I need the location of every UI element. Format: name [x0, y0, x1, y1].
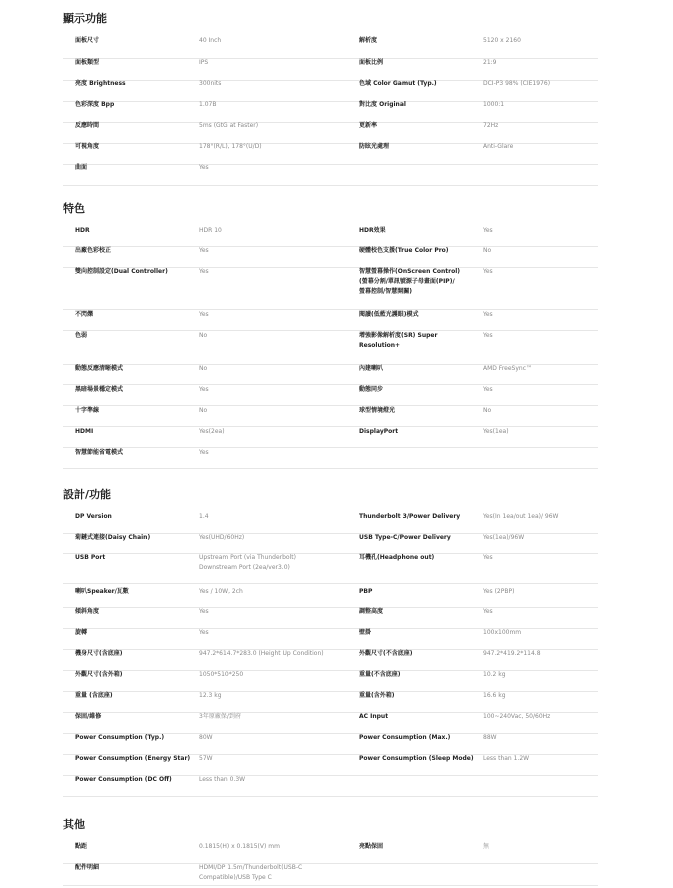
spec-label: 傾斜角度 [75, 608, 100, 615]
spec-value: Yes [199, 268, 209, 275]
spec-label: 面板尺寸 [75, 37, 100, 44]
spec-value: Upstream Port (via Thunderbolt) Downstream Port (2ea/ver3.0) [199, 554, 296, 571]
spec-row [63, 385, 598, 406]
spec-label: 智慧節能省電模式 [75, 449, 124, 456]
spec-value: 0.1815(H) x 0.1815(V) mm [199, 843, 280, 850]
spec-label: PBP [359, 588, 373, 595]
spec-row [63, 331, 598, 365]
spec-row [63, 863, 598, 886]
spec-label: 增強影像解析度(SR) Super Resolution+ [359, 332, 438, 349]
spec-value: Yes [199, 449, 209, 456]
spec-row [63, 246, 598, 268]
spec-label: DP Version [75, 513, 112, 520]
spec-value: Yes(1ea) [483, 428, 509, 435]
spec-label: Power Consumption (Max.) [359, 734, 451, 741]
spec-value: 5120 x 2160 [483, 37, 521, 44]
spec-value: Yes(UHD/60Hz) [199, 534, 245, 541]
spec-label: USB Type-C/Power Delivery [359, 534, 451, 541]
spec-label: 智慧螢幕操作(OnScreen Control) (螢幕分割/單訊號源子母畫面(PIP)/ 螢幕控制/智慧開關) [359, 268, 460, 295]
spec-label: 重量(不含底座) [359, 671, 401, 678]
spec-label: 調整高度 [359, 608, 384, 615]
spec-label: 重量(含外箱) [359, 692, 395, 699]
spec-value: 300nits [199, 80, 222, 87]
spec-label: 色彩深度 Bpp [75, 101, 115, 108]
spec-label: Power Consumption (Energy Star) [75, 755, 191, 762]
spec-label: Thunderbolt 3/Power Delivery [359, 513, 461, 520]
spec-label: HDR [75, 227, 90, 234]
spec-value: DCI-P3 98% (CIE1976) [483, 80, 551, 87]
spec-row [63, 691, 598, 713]
spec-label: 對比度 Original [359, 101, 406, 108]
spec-row [63, 226, 598, 247]
spec-row [63, 670, 598, 692]
spec-label: 外觀尺寸(含外箱) [75, 671, 123, 678]
spec-label: 可視角度 [75, 143, 100, 150]
spec-label: Power Consumption (Typ.) [75, 734, 165, 741]
spec-label: 面板類型 [75, 59, 100, 66]
spec-value: Yes / 10W, 2ch [199, 588, 243, 595]
spec-row [63, 607, 598, 629]
spec-label: 十字準線 [75, 407, 100, 414]
spec-label: 面板比例 [359, 59, 384, 66]
spec-value: Yes [199, 608, 209, 615]
spec-label: 外觀尺寸(不含底座) [359, 650, 413, 657]
section-title: 其他 [63, 818, 85, 831]
spec-row [63, 712, 598, 734]
spec-label: Power Consumption (Sleep Mode) [359, 755, 474, 762]
spec-value: No [199, 407, 208, 414]
spec-value: HDR 10 [199, 227, 222, 234]
spec-value: 72Hz [483, 122, 499, 129]
spec-value: Less than 1.2W [483, 755, 530, 762]
spec-row [63, 512, 598, 534]
spec-label: 雙向控制設定(Dual Controller) [75, 268, 168, 275]
spec-row [63, 36, 598, 59]
spec-value: No [483, 247, 492, 254]
spec-label: Power Consumption (DC Off) [75, 776, 172, 783]
spec-label: HDMI [75, 428, 94, 435]
spec-value: 1.07B [199, 101, 217, 108]
spec-value: No [483, 407, 492, 414]
spec-label: 動態反應清晰模式 [75, 365, 124, 372]
spec-value: AMD FreeSync™ [483, 365, 533, 372]
spec-row [63, 733, 598, 755]
spec-value: Yes [199, 386, 209, 393]
spec-value: 947.2*419.2*114.8 [483, 650, 541, 657]
spec-row [63, 553, 598, 584]
spec-value: 178°(R/L), 178°(U/D) [199, 143, 262, 150]
spec-value: Yes [483, 311, 493, 318]
spec-row [63, 587, 598, 608]
spec-value: No [199, 365, 208, 372]
spec-row [63, 775, 598, 797]
spec-value: 80W [199, 734, 213, 741]
spec-row [63, 310, 598, 331]
spec-label: 亮點保固 [359, 843, 384, 850]
spec-label: USB Port [75, 554, 106, 561]
spec-value: 40 Inch [199, 37, 222, 44]
spec-row [63, 406, 598, 427]
section-title: 設計/功能 [63, 488, 112, 501]
spec-value: Yes(2ea) [199, 428, 225, 435]
spec-value: Yes [483, 332, 493, 339]
spec-value: Yes [199, 164, 209, 171]
spec-label: 更新率 [359, 122, 378, 129]
spec-value: 無 [483, 843, 490, 850]
spec-value: Yes [483, 227, 493, 234]
spec-row [63, 754, 598, 776]
spec-value: Anti-Glare [483, 143, 514, 150]
spec-value: Yes [483, 554, 493, 561]
spec-value: Yes [199, 311, 209, 318]
spec-label: 不閃爍 [75, 311, 94, 318]
spec-value: 1050*510*250 [199, 671, 244, 678]
spec-label: DisplayPort [359, 428, 399, 435]
spec-value: 57W [199, 755, 213, 762]
spec-label: 反應時間 [75, 122, 100, 129]
spec-row [63, 448, 598, 469]
spec-value: 88W [483, 734, 497, 741]
spec-value: 100~240Vac, 50/60Hz [483, 713, 551, 720]
spec-value: Yes [199, 247, 209, 254]
spec-label: 喇叭Speaker/瓦數 [75, 588, 129, 595]
spec-label: 黑暗場景穩定模式 [75, 386, 124, 393]
spec-label: 機身尺寸(含底座) [75, 650, 123, 657]
spec-label: 曲面 [75, 164, 88, 171]
spec-value: Yes (2PBP) [483, 588, 515, 595]
spec-value: No [199, 332, 208, 339]
section-title: 特色 [63, 202, 85, 215]
spec-value: 5ms (GtG at Faster) [199, 122, 259, 129]
spec-label: 球型情境燈光 [359, 407, 396, 414]
spec-row [63, 267, 598, 310]
spec-value: Yes [483, 386, 493, 393]
spec-value: Yes(1ea)/96W [483, 534, 525, 541]
spec-row [63, 649, 598, 671]
spec-value: 100x100mm [483, 629, 522, 636]
spec-value: 1000:1 [483, 101, 505, 108]
spec-label: 亮度 Brightness [75, 80, 126, 87]
spec-label: 壁掛 [359, 629, 372, 636]
spec-row [63, 79, 598, 102]
spec-label: 耳機孔(Headphone out) [359, 554, 435, 561]
spec-label: 防眩光處理 [359, 143, 390, 150]
spec-value: 3年原廠保/到府 [199, 713, 241, 720]
spec-value: Yes [199, 629, 209, 636]
spec-value: 16.6 kg [483, 692, 506, 699]
spec-value: IPS [199, 59, 209, 66]
spec-row [63, 533, 598, 554]
spec-label: 點距 [75, 843, 88, 850]
spec-label: 色域 Color Gamut (Typ.) [359, 80, 437, 87]
spec-value: 10.2 kg [483, 671, 506, 678]
spec-value: Yes [483, 608, 493, 615]
spec-label: AC Input [359, 713, 389, 720]
spec-label: HDR效果 [359, 227, 386, 234]
spec-value: HDMI/DP 1.5m/Thunderbolt(USB-C Compatible)/USB Type C [199, 864, 303, 881]
spec-value: 21:9 [483, 59, 497, 66]
spec-value: Yes(In 1ea/out 1ea)/ 96W [483, 513, 559, 520]
spec-label: 閱讀(低藍光護眼)模式 [359, 311, 419, 318]
spec-row [63, 58, 598, 81]
spec-label: 保固/維修 [75, 713, 102, 720]
spec-row [63, 842, 598, 864]
spec-value: 1.4 [199, 513, 209, 520]
spec-value: Less than 0.3W [199, 776, 246, 783]
spec-row [63, 364, 598, 385]
spec-label: 菊鏈式連接(Daisy Chain) [75, 534, 151, 541]
spec-row [63, 163, 598, 186]
spec-label: 色弱 [75, 332, 88, 339]
spec-label: 旋轉 [75, 629, 88, 636]
spec-label: 出廠色彩校正 [75, 247, 112, 254]
spec-row [63, 121, 598, 144]
spec-label: 動態同步 [359, 386, 384, 393]
spec-label: 重量 (含底座) [75, 692, 113, 699]
spec-value: 12.3 kg [199, 692, 222, 699]
spec-label: 內建喇叭 [359, 365, 384, 372]
section-title: 顯示功能 [63, 12, 107, 25]
spec-value: Yes [483, 268, 493, 275]
spec-row [63, 142, 598, 165]
spec-row [63, 100, 598, 123]
spec-value: 947.2*614.7*283.0 (Height Up Condition) [199, 650, 324, 657]
spec-label: 硬體校色支援(True Color Pro) [359, 247, 449, 254]
spec-row [63, 628, 598, 650]
spec-label: 解析度 [359, 37, 378, 44]
spec-label: 配件明細 [75, 864, 100, 871]
spec-row [63, 427, 598, 448]
